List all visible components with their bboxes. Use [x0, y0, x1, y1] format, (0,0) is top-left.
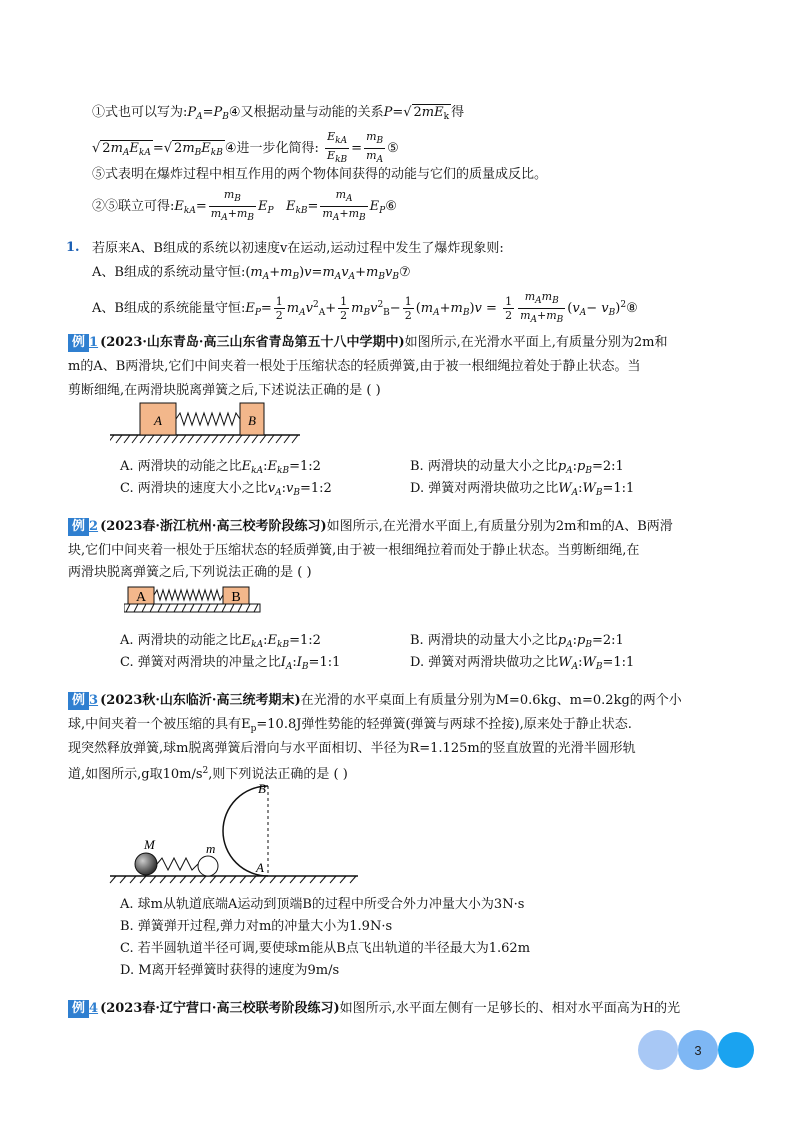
- svg-text:A: A: [256, 860, 264, 875]
- ex2-option-a[interactable]: A. 两滑块的动能之比$E_{kA}:E_{kB}=1:2$: [120, 633, 321, 650]
- spring: [176, 413, 240, 425]
- example-1-line-2: m的A、B两滑块,它们中间夹着一根处于压缩状态的轻质弹簧,由于被一根细绳拉着处于静止状态。当: [68, 359, 641, 374]
- example-3-figure: [108, 780, 368, 884]
- ex2-option-b[interactable]: B. 两滑块的动量大小之比$p_A:p_B=2:1$: [410, 633, 624, 650]
- intro-line-1: ①式也可以写为$:P_A=P_B④$又根据动量与动能的关系P=√ $2mE_k$ 得: [92, 105, 465, 122]
- intro-line-3: ⑤式表明在爆炸过程中相互作用的两个物体间获得的动能与它们的质量成反比。: [92, 167, 548, 182]
- ex1-option-b[interactable]: B. 两滑块的动量大小之比$p_A:p_B=2:1$: [410, 459, 624, 476]
- svg-text:B: B: [248, 413, 256, 428]
- item1-line-2: A、B组成的系统动量守恒$:(m_A+m_B)v=m_Av_A+m_Bv_B⑦$: [92, 265, 411, 282]
- example-3-line-2: 球,中间夹着一个被压缩的具有$E_p=10.8J$弹性势能的轻弹簧(弹簧与两球不拴接),原来处于静止状态.: [68, 717, 632, 734]
- example-2-figure: [124, 584, 264, 614]
- example-4-line-1: 例 4 (2023春·辽宁营口·高三校联考阶段练习)如图所示,水平面左侧有一足够长的、相对水平面高为H的光: [68, 1000, 680, 1018]
- svg-text:A: A: [135, 590, 147, 605]
- example-number: 1: [89, 335, 99, 350]
- example-1-figure: [110, 400, 310, 450]
- example-3-line-3: 现突然释放弹簧,球m脱离弹簧后滑向与水平面相切、半径为R=1.125m的竖直放置的光滑半圆形轨: [68, 741, 636, 756]
- svg-text:M: M: [144, 837, 155, 852]
- svg-text:3: 3: [694, 1043, 702, 1058]
- ex3-option-a[interactable]: A. 球m从轨道底端A运动到顶端B的过程中所受合外力冲量大小为3N·s: [120, 897, 525, 912]
- example-3-line-1: 例 3 (2023秋·山东临沂·高三统考期末)在光滑的水平桌面上有质量分别为M=0.6kg、m=0.2kg的两个小: [68, 692, 682, 710]
- example-2-line-1: 例 2 (2023春·浙江杭州·高三校考阶段练习)如图所示,在光滑水平面上,有质量分别为2m和m的A、B两滑: [68, 518, 673, 536]
- item1-line-3: A、B组成的系统能量守恒$:E_P=$ $\frac{1}{2}$ $m_Av^2_A+$ $\frac{1}{2}$ $m_Bv^2_B-$ $\frac{1}{2}$ $(m_A+m_B)v$ = $\frac{1}{2}$ $\frac{m_Am_B}{m_A+m_B}$ ($v_A-$ $v_B)^2⑧$: [92, 290, 638, 325]
- ex1-option-c[interactable]: C. 两滑块的速度大小之比$v_A:v_B=1:2$: [120, 481, 332, 498]
- page-number-badge: [638, 1028, 754, 1072]
- ball-m: [198, 856, 218, 876]
- example-2-line-2: 块,它们中间夹着一根处于压缩状态的轻质弹簧,由于被一根细绳拉着而处于静止状态。当剪断细绳,在: [68, 543, 640, 558]
- example-1-line-1: 例 1 (2023·山东青岛·高三山东省青岛第五十八中学期中)如图所示,在光滑水平面上,有质量分别为2m和: [68, 334, 667, 352]
- item1-line-1: 若原来A、B组成的系统以初速度v在运动,运动过程中发生了爆炸现象则:: [92, 241, 504, 256]
- example-1-line-3: 剪断细绳,在两滑块脱离弹簧之后,下述说法正确的是 ( ): [68, 383, 381, 398]
- ex3-option-b[interactable]: B. 弹簧弹开过程,弹力对m的冲量大小为1.9N·s: [120, 919, 393, 934]
- ex2-option-d[interactable]: D. 弹簧对两滑块做功之比$W_A:W_B=1:1$: [410, 655, 635, 672]
- intro-line-2: √ $2m_AE_{kA}$ =√ $2m_BE_{kB}$ ④进一步化简得: $\frac{E_{kA}}{E_{kB}}$ = $\frac{m_B}{m_A}$ ⑤: [92, 130, 399, 165]
- ball-M: [135, 853, 157, 875]
- ex3-option-d[interactable]: D. M离开轻弹簧时获得的速度为9m/s: [120, 963, 340, 978]
- intro-line-4: ②⑤联立可得$:E_{kA}=$ $\frac{m_B}{m_A+m_B}$ $E_P$ $E_{kB}=$ $\frac{m_A}{m_A+m_B}$ $E_P⑥$: [92, 188, 397, 223]
- example-2-line-3: 两滑块脱离弹簧之后,下列说法正确的是 ( ): [68, 565, 312, 580]
- svg-text:B: B: [258, 781, 266, 796]
- example-3-line-4: 道,如图所示,g取$10m/s^2$,则下列说法正确的是 ( ): [68, 766, 348, 782]
- ex2-option-c[interactable]: C. 弹簧对两滑块的冲量之比$I_A:I_B=1:1$: [120, 655, 341, 672]
- ex3-option-c[interactable]: C. 若半圆轨道半径可调,要使球m能从B点飞出轨道的半径最大为1.62m: [120, 941, 531, 956]
- svg-text:A: A: [154, 413, 162, 428]
- svg-text:m: m: [206, 841, 216, 856]
- example-tag: 例: [68, 334, 89, 352]
- ex1-option-a[interactable]: A. 两滑块的动能之比$E_{kA}:E_{kB}=1:2$: [120, 459, 321, 476]
- svg-text:B: B: [231, 590, 241, 605]
- ex1-option-d[interactable]: D. 弹簧对两滑块做功之比$W_A:W_B=1:1$: [410, 481, 635, 498]
- item-number: 1.: [66, 240, 80, 255]
